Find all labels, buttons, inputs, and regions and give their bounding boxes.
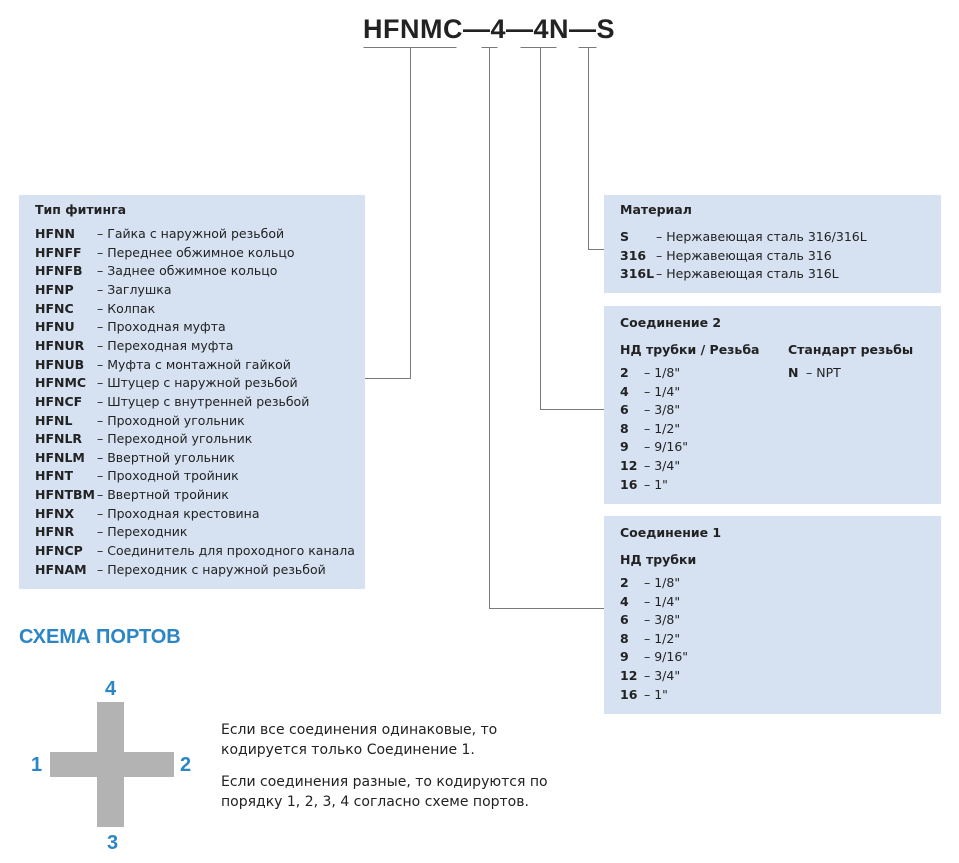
fitting-type-row-code: HFNT xyxy=(35,468,73,484)
connection2-size-row-code: 9 xyxy=(620,439,629,455)
fitting-type-box xyxy=(19,195,365,589)
connector-fitting-type xyxy=(364,48,457,379)
fitting-type-row-description: – Переходник xyxy=(97,524,188,540)
material-row-description: – Нержавеющая сталь 316 xyxy=(656,247,832,263)
fitting-type-row-code: HFNLM xyxy=(35,449,85,465)
material-row-description: – Нержавеющая сталь 316L xyxy=(656,266,839,281)
fitting-type-row-code: HFNC xyxy=(35,300,74,316)
fitting-type-row-code: HFNCF xyxy=(35,393,83,409)
connection2-size-row-code: 6 xyxy=(620,402,629,418)
fitting-type-row-description: – Переходник с наружной резьбой xyxy=(97,561,326,577)
fitting-type-row-code: HFNAM xyxy=(35,561,87,577)
fitting-type-row-description: – Проходной тройник xyxy=(97,468,239,484)
fitting-type-row-code: HFNR xyxy=(35,524,75,540)
fitting-type-row-description: – Проходной угольник xyxy=(97,412,245,428)
connection2-box xyxy=(604,306,941,504)
fitting-type-title: Тип фитинга xyxy=(35,202,127,217)
fitting-type-row-description: – Переходная муфта xyxy=(97,337,234,353)
fitting-type-row-description: – Заглушка xyxy=(97,281,172,297)
fitting-type-row-description: – Соединитель для проходного канала xyxy=(97,543,355,559)
connection2-standard-row-description: – NPT xyxy=(806,365,841,380)
fitting-type-row-description: – Переднее обжимное кольцо xyxy=(97,244,295,260)
fitting-type-row-code: HFNU xyxy=(35,319,75,335)
port-number-top: 4 xyxy=(105,678,117,700)
fitting-type-row-code: HFNCP xyxy=(35,543,83,559)
fitting-type-row-description: – Переходной угольник xyxy=(97,431,253,447)
connection2-standard-header: Стандарт резьбы xyxy=(788,342,914,357)
fitting-type-row-code: HFNN xyxy=(35,226,75,241)
connection2-size-row-code: 8 xyxy=(620,420,629,436)
port-scheme-title: СХЕМА ПОРТОВ xyxy=(19,626,181,648)
fitting-type-row-code: HFNP xyxy=(35,281,74,297)
connection2-size-row-code: 12 xyxy=(620,458,638,473)
fitting-type-row-description: – Муфта с монтажной гайкой xyxy=(97,356,291,372)
connector-connection1 xyxy=(482,48,605,609)
connection1-size-row-description: – 1/8" xyxy=(644,575,681,590)
product-code: HFNMC—4—4N—S xyxy=(363,14,616,44)
fitting-type-row-code: HFNFF xyxy=(35,244,82,260)
connection1-size-row-description: – 3/8" xyxy=(644,612,681,628)
fitting-type-row-description: – Гайка с наружной резьбой xyxy=(97,226,285,241)
material-row-code: 316L xyxy=(620,266,655,281)
port-note-2-line1: Если соединения разные, то кодируются по xyxy=(221,774,548,790)
connection1-size-header: НД трубки xyxy=(620,552,697,567)
fitting-type-row-description: – Ввертной тройник xyxy=(97,487,229,503)
connector-connection2 xyxy=(521,48,605,410)
port-cross-horizontal xyxy=(50,752,174,777)
connection2-size-row-code: 2 xyxy=(620,365,629,380)
fitting-type-row-description: – Заднее обжимное кольцо xyxy=(97,263,278,279)
material-row-description: – Нержавеющая сталь 316/316L xyxy=(656,229,867,244)
material-row-code: S xyxy=(620,229,630,244)
material-row-code: 316 xyxy=(620,247,647,263)
fitting-type-row-description: – Ввертной угольник xyxy=(97,449,235,465)
connection1-size-row-description: – 1/4" xyxy=(644,593,681,609)
connection1-size-row-code: 12 xyxy=(620,668,638,683)
connection1-size-row-description: – 1/2" xyxy=(644,630,681,646)
fitting-type-row-code: HFNUR xyxy=(35,337,85,353)
fitting-type-row-code: HFNFB xyxy=(35,263,83,279)
connection1-size-row-code: 6 xyxy=(620,612,629,628)
connection1-size-row-description: – 1" xyxy=(644,686,668,702)
fitting-type-row-code: HFNX xyxy=(35,505,75,521)
connection2-standard-row-code: N xyxy=(788,365,799,380)
fitting-type-row-description: – Проходная крестовина xyxy=(97,505,260,521)
fitting-type-row-code: HFNLR xyxy=(35,431,83,447)
connection2-size-row-description: – 3/4" xyxy=(644,458,681,473)
port-number-bottom: 3 xyxy=(107,832,119,854)
connection1-size-row-description: – 3/4" xyxy=(644,668,681,683)
fitting-type-row-description: – Штуцер с внутренней резьбой xyxy=(97,393,310,409)
connection2-size-row-description: – 3/8" xyxy=(644,402,681,418)
connection2-size-row-description: – 1" xyxy=(644,476,668,492)
connection2-size-row-description: – 1/4" xyxy=(644,383,681,399)
connection2-size-row-description: – 1/8" xyxy=(644,365,681,380)
port-note-1-line1: Если все соединения одинаковые, то xyxy=(221,722,498,738)
fitting-type-row-description: – Колпак xyxy=(97,300,156,316)
connection1-size-row-code: 9 xyxy=(620,649,629,665)
connection1-size-row-description: – 9/16" xyxy=(644,649,689,665)
connection2-size-row-code: 16 xyxy=(620,476,638,492)
connection1-size-row-code: 2 xyxy=(620,575,629,590)
fitting-type-row-description: – Проходная муфта xyxy=(97,319,226,335)
fitting-type-row-code: HFNL xyxy=(35,412,73,428)
port-note-2-line2: порядку 1, 2, 3, 4 согласно схеме портов. xyxy=(221,794,529,810)
connection1-size-row-code: 16 xyxy=(620,686,638,702)
connection1-size-row-code: 8 xyxy=(620,630,629,646)
connection2-size-row-code: 4 xyxy=(620,383,629,399)
port-number-left: 1 xyxy=(31,754,43,776)
connector-material xyxy=(579,48,605,250)
connection2-title: Соединение 2 xyxy=(620,315,722,330)
connection2-size-row-description: – 9/16" xyxy=(644,439,689,455)
fitting-type-row-code: HFNTBM xyxy=(35,487,95,503)
connection1-title: Соединение 1 xyxy=(620,525,722,540)
connection1-size-row-code: 4 xyxy=(620,593,629,609)
connection2-size-row-description: – 1/2" xyxy=(644,420,681,436)
connection2-size-header: НД трубки / Резьба xyxy=(620,342,760,357)
fitting-type-row-code: HFNUB xyxy=(35,356,85,372)
connection1-box xyxy=(604,516,941,714)
material-title: Материал xyxy=(620,202,692,217)
material-box xyxy=(604,195,941,293)
fitting-type-row-code: HFNMC xyxy=(35,375,87,391)
port-note-1-line2: кодируется только Соединение 1. xyxy=(221,742,475,758)
fitting-type-row-description: – Штуцер с наружной резьбой xyxy=(97,375,298,391)
port-number-right: 2 xyxy=(180,754,192,776)
